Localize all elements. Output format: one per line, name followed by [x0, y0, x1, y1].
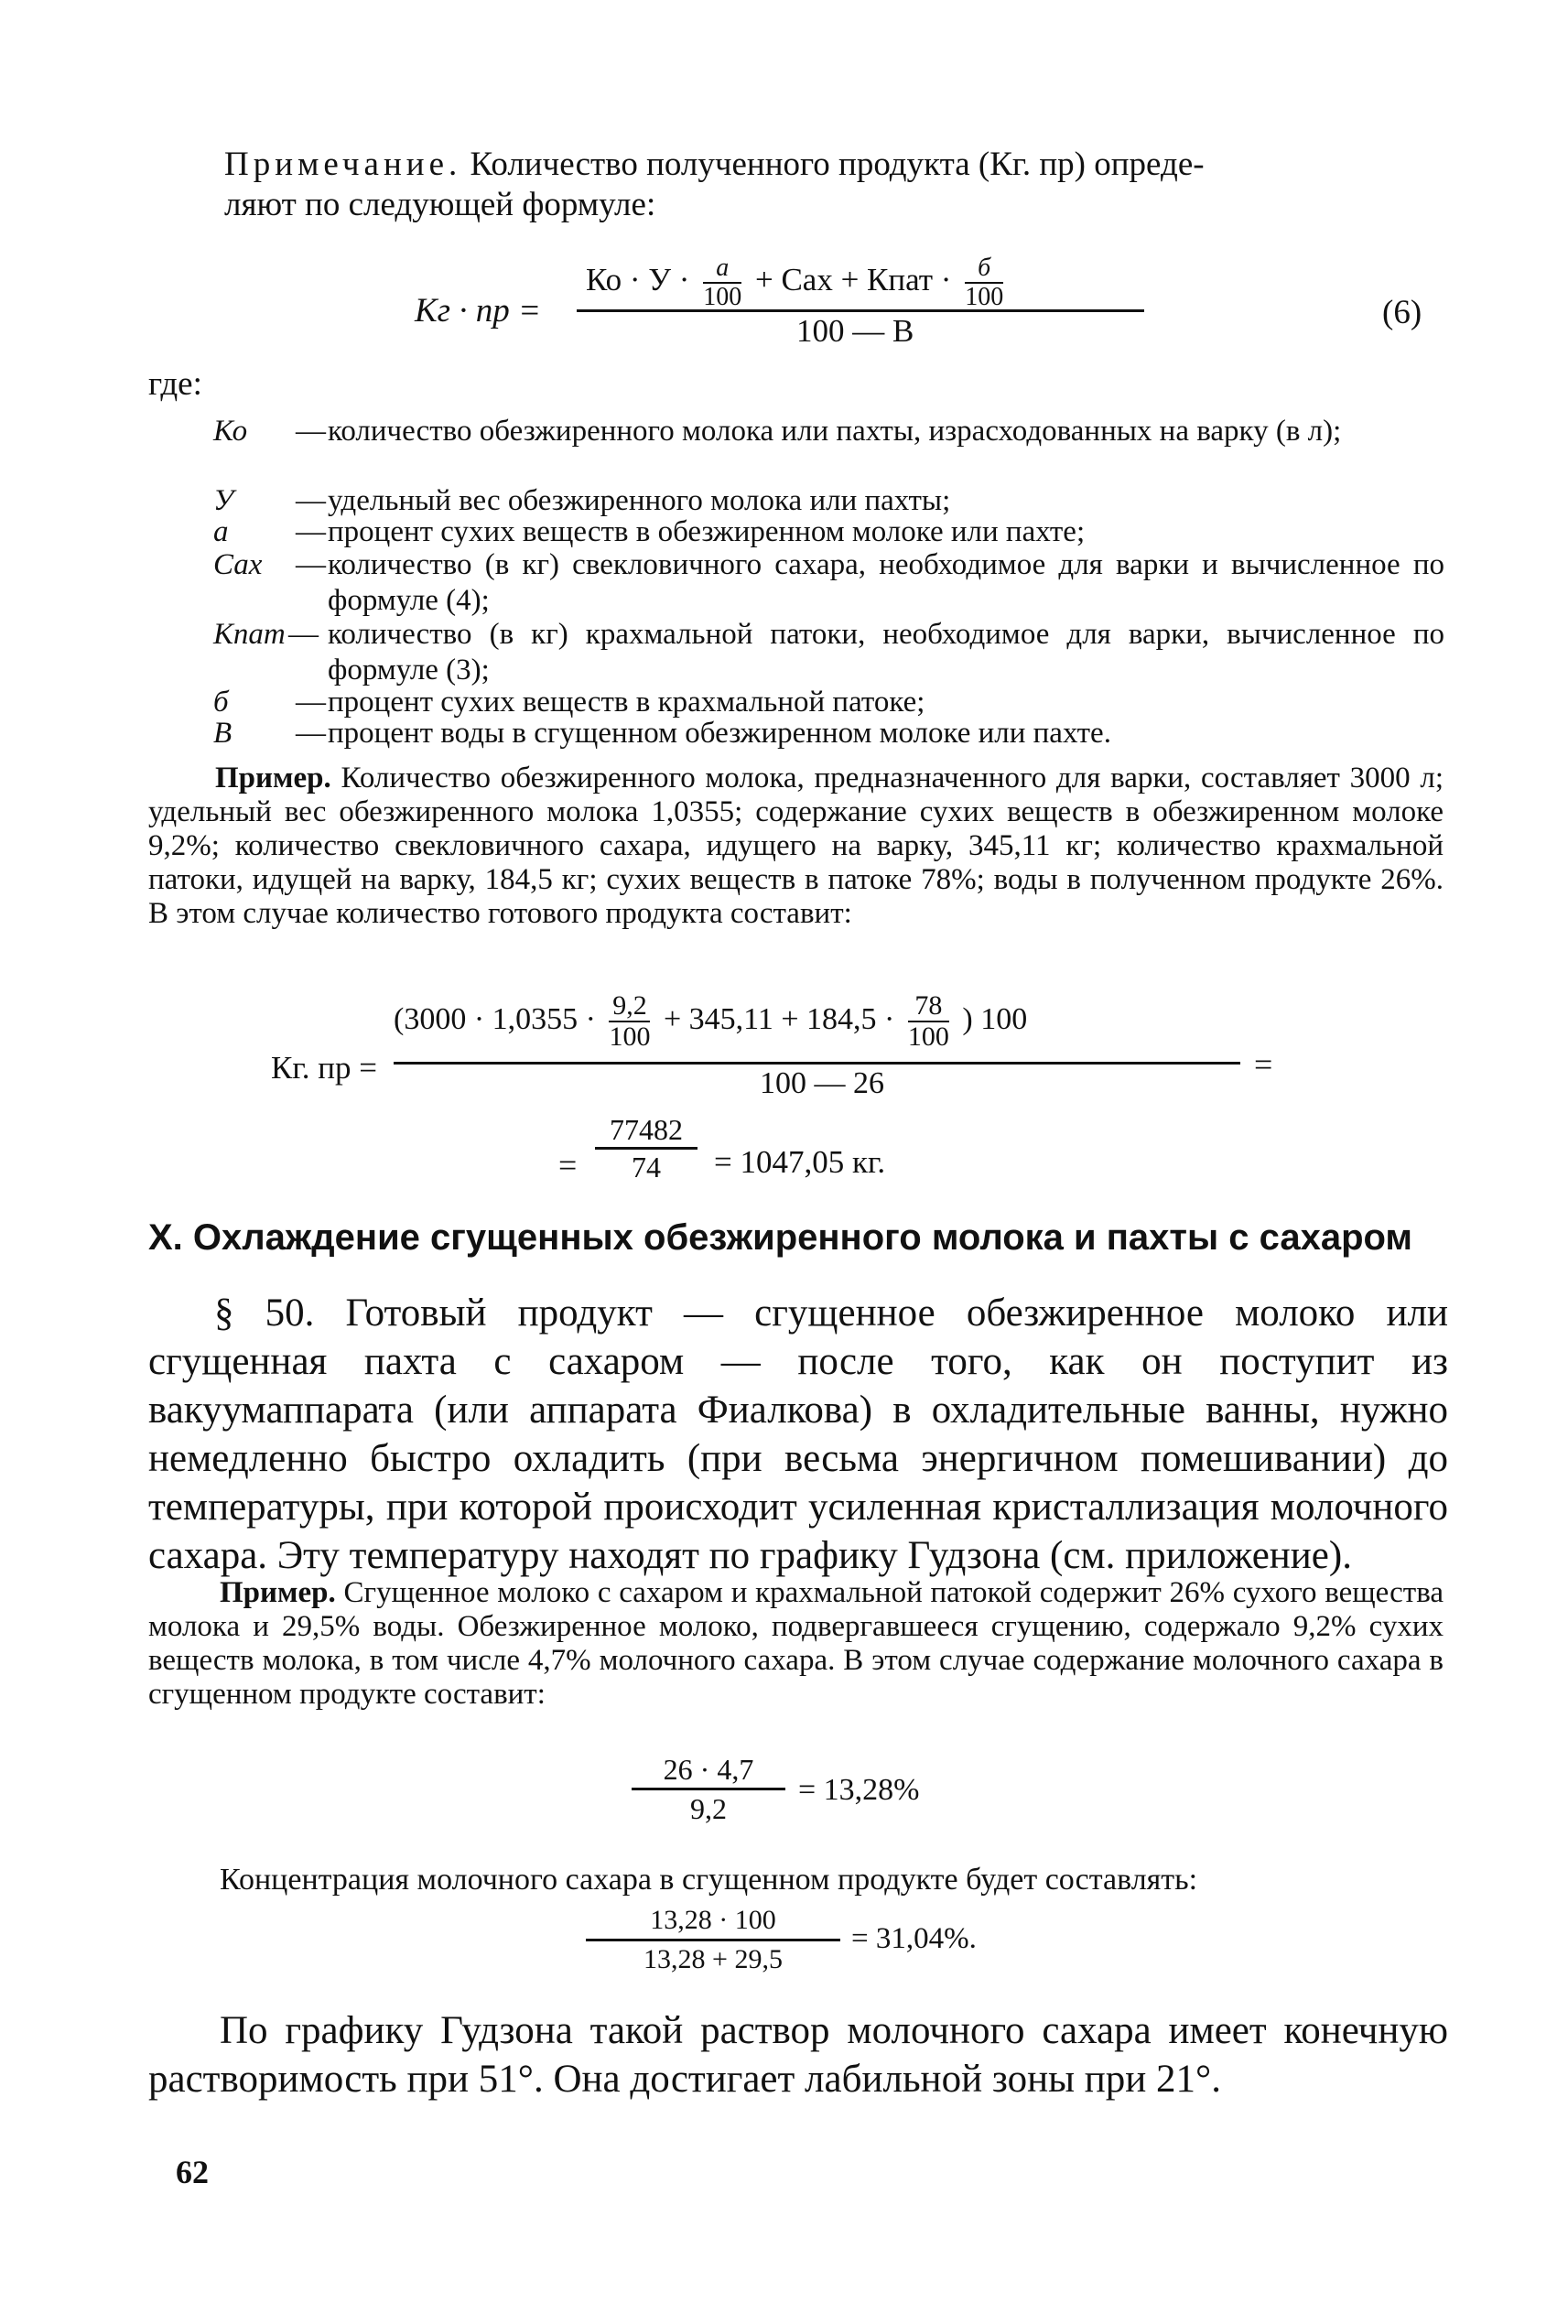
where-label: где:	[148, 365, 202, 403]
formula-example-frac-1	[609, 991, 650, 1052]
formula-concentration-frac	[586, 1902, 840, 1978]
formula-6-num-part1: Ко · У ·	[586, 262, 690, 298]
formula-6-frac-a-top: a	[716, 254, 730, 282]
formula-6-denominator: 100 — В	[796, 313, 914, 349]
definition-symbol: Сах	[213, 548, 263, 581]
page-number: 62	[176, 2154, 209, 2190]
formula-example-frac-2-top: 78	[914, 990, 943, 1021]
definition-symbol: Ко	[213, 415, 248, 448]
formula-example-frac-1-bottom: 100	[609, 1021, 651, 1052]
example-2	[148, 1576, 1444, 1712]
formula-6-numerator	[586, 254, 1009, 311]
definition-dash: —	[288, 618, 319, 651]
definition-text: количество обезжиренного молока или пахты, израсходованных на варку (в л);	[328, 415, 1342, 448]
definition-dash: —	[296, 548, 326, 581]
formula-example-frac-1-top: 9,2	[612, 990, 647, 1021]
paragraph-50: § 50. Готовый продукт — сгущенное обезжиренное молоко или сгущенная пахта с сахаром — после того, как он поступит из вакуумаппарата (или аппарата Фиалкова) в охладительные ванны, нужно немедленно быстро охладить (при весьма энергичном помешивании) до температуры, при которой происходит усиленная кристаллизация молочного сахара. Эту температуру находят по графику Гудзона (см. приложение).	[148, 1292, 1448, 1577]
definition-dash: —	[296, 686, 326, 719]
note-label: Примечание.	[224, 146, 462, 183]
definition-dash: —	[296, 515, 326, 548]
formula-6-number: (6)	[1382, 294, 1422, 331]
note-block	[224, 145, 1442, 225]
formula-6-frac-b-top: б	[978, 254, 991, 282]
example-2-text: Сгущенное молоко с сахаром и крахмальной патокой содержит 26% сухого вещества молока и 29,5% воды. Обезжиренное молоко, подвергавшееся сгущению, содержало 9,2% сухих веществ молока, в том числе 4,7% молочного сахара. В этом случае содержание молочного сахара в сгущенном продукте составит:	[148, 1576, 1444, 1711]
formula-6-bar	[577, 309, 1144, 312]
definition-symbol: В	[213, 717, 232, 750]
note-text-line-1: Количество полученного продукта (Кг. пр) опреде-	[470, 146, 1205, 183]
formula-example-frac-3-top: 77482	[610, 1113, 683, 1146]
formula-example-num-start: (3000 · 1,0355 ·	[394, 1001, 596, 1036]
definitions-list	[213, 414, 1444, 754]
formula-example-num-mid: + 345,11 + 184,5 ·	[663, 1001, 895, 1036]
formula-example-eq-end: =	[1254, 1046, 1273, 1083]
formula-concentration-top: 13,28 · 100	[650, 1905, 776, 1935]
formula-example-bar	[394, 1062, 1240, 1065]
example-1	[148, 762, 1444, 931]
section-heading: X. Охлаждение сгущенных обезжиренного молока и пахты с сахаром	[148, 1217, 1412, 1258]
formula-example-numerator	[394, 991, 1027, 1052]
note-line-1	[224, 145, 1442, 185]
definition-symbol: а	[213, 515, 229, 548]
formula-lactose-top: 26 · 4,7	[663, 1753, 754, 1786]
formula-example-frac-3-bottom: 74	[595, 1147, 697, 1184]
formula-example-num-end: ) 100	[962, 1001, 1028, 1036]
formula-6-frac-a	[703, 254, 741, 311]
definition-text: количество (в кг) крахмальной патоки, необходимое для варки, вычисленное по формуле (3);	[328, 618, 1444, 686]
final-paragraph: По графику Гудзона такой раствор молочного сахара имеет конечную растворимость при 51°. Она достигает лабильной зоны при 21°.	[148, 2009, 1448, 2101]
formula-6-lhs: Кг · пр =	[415, 292, 541, 330]
formula-concentration-bottom: 13,28 + 29,5	[586, 1939, 840, 1978]
formula-example-frac-3	[595, 1112, 697, 1184]
definition-dash: —	[296, 415, 326, 448]
formula-example-denominator: 100 — 26	[760, 1066, 884, 1100]
definition-text: удельный вес обезжиренного молока или пахты;	[328, 484, 951, 517]
formula-concentration-result: = 31,04%.	[851, 1922, 977, 1955]
definition-symbol: Кпат	[213, 618, 286, 651]
formula-lactose-result: = 13,28%	[798, 1773, 920, 1807]
formula-lactose-frac	[632, 1751, 785, 1827]
formula-example-eq2-start: =	[558, 1147, 578, 1184]
formula-6-frac-a-bottom: 100	[703, 283, 742, 311]
definition-symbol: У	[213, 484, 234, 517]
definition-dash: —	[296, 717, 326, 750]
definition-symbol: б	[213, 686, 229, 719]
definition-dash: —	[296, 484, 326, 517]
formula-6-frac-b-bottom: 100	[965, 283, 1004, 311]
concentration-text: Концентрация молочного сахара в сгущенном продукте будет составлять:	[220, 1863, 1198, 1897]
definition-text: процент воды в сгущенном обезжиренном молоке или пахте.	[328, 717, 1111, 750]
example-2-label: Пример.	[220, 1576, 336, 1609]
note-line-2: ляют по следующей формуле:	[224, 186, 656, 223]
definition-text: процент сухих веществ в крахмальной патоке;	[328, 686, 925, 719]
formula-6-num-part2: + Сах + Кпат ·	[754, 262, 952, 298]
definition-text: количество (в кг) свекловичного сахара, необходимое для варки и вычисленное по формуле (4);	[328, 548, 1444, 617]
formula-lactose-bottom: 9,2	[632, 1788, 785, 1827]
formula-example-frac-2-bottom: 100	[907, 1021, 949, 1052]
formula-6-frac-b	[965, 254, 1003, 311]
example-1-label: Пример.	[215, 762, 331, 794]
example-1-text: Количество обезжиренного молока, предназначенного для варки, составляет 3000 л; удельный вес обезжиренного молока 1,0355; содержание сухих веществ в обезжиренном молоке 9,2%; количество свекловичного сахара, идущего на варку, 345,11 кг; количество крахмальной патоки, идущей на варку, 184,5 кг; сухих веществ в патоке 78%; воды в полученном продукте 26%. В этом случае количество готового продукта составит:	[148, 762, 1444, 930]
formula-example-lhs: Кг. пр =	[271, 1050, 377, 1086]
definition-text: процент сухих веществ в обезжиренном молоке или пахте;	[328, 515, 1086, 548]
formula-example-result: = 1047,05 кг.	[714, 1144, 886, 1180]
formula-example-frac-2	[908, 991, 949, 1052]
